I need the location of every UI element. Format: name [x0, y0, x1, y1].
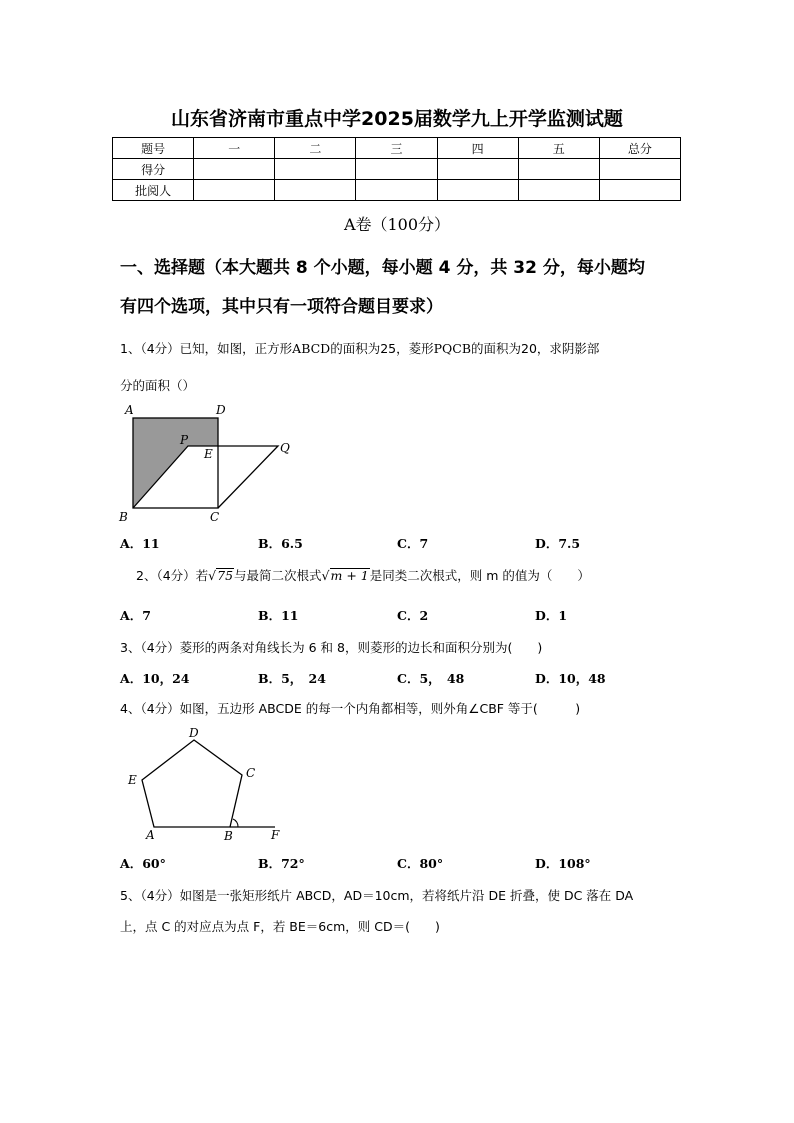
q1-mid: 的面积为25，菱形 [330, 341, 434, 356]
document-title: 山东省济南市重点中学2025届数学九上开学监测试题 [171, 108, 623, 130]
q3-option-a[interactable]: A．10，24 [120, 671, 190, 686]
label-d: D [216, 403, 226, 417]
q4-option-b[interactable]: B．72° [258, 856, 305, 871]
label-b: B [224, 829, 233, 843]
q1-prefix: 1、（4分）已知，如图，正方形 [120, 341, 293, 356]
q2-radicand-1: 75 [217, 568, 234, 583]
table-cell: 批阅人 [113, 180, 194, 201]
q2-option-c[interactable]: C．2 [397, 608, 429, 623]
score-table [112, 137, 681, 201]
q1-option-b[interactable]: B．6.5 [258, 536, 303, 551]
table-cell: 一 [194, 138, 275, 159]
table-cell: 四 [437, 138, 518, 159]
section-heading-line2: 有四个选项，其中只有一项符合题目要求） [120, 297, 443, 317]
question-4-line: 4、（4分）如图，五边形 ABCDE 的每一个内角都相等，则外角∠CBF 等于( ) [120, 701, 581, 716]
reviewer-cell[interactable] [437, 180, 518, 201]
score-cell[interactable] [518, 159, 599, 180]
table-cell: 五 [518, 138, 599, 159]
score-cell[interactable] [356, 159, 437, 180]
q2-end: 是同类二次根式，则 m 的值为（ ） [369, 568, 590, 583]
angle-arc [233, 819, 238, 827]
sqrt-icon: √ [208, 568, 217, 583]
label-f: F [271, 828, 280, 842]
table-cell: 得分 [113, 159, 194, 180]
question-5-line2: 上，点 C 的对应点为点 F，若 BE＝6cm，则 CD＝( ) [120, 919, 440, 934]
table-cell: 总分 [599, 138, 680, 159]
score-cell[interactable] [437, 159, 518, 180]
q1-option-c[interactable]: C．7 [397, 536, 429, 551]
reviewer-cell[interactable] [356, 180, 437, 201]
reviewer-row [113, 180, 681, 201]
reviewer-cell[interactable] [518, 180, 599, 201]
reviewer-cell[interactable] [275, 180, 356, 201]
paper-a-heading: A卷（100分） [343, 215, 451, 234]
table-cell: 题号 [113, 138, 194, 159]
pentagon-abcde [142, 740, 242, 827]
q3-option-b[interactable]: B．5， 24 [258, 671, 326, 686]
table-cell: 二 [275, 138, 356, 159]
q2-mid: 与最简二次根式 [234, 568, 322, 583]
label-b: B [119, 510, 128, 524]
q2-prefix: 2、（4分）若 [136, 568, 209, 583]
score-table-header-row [113, 138, 681, 159]
question-1-line2: 分的面积（） [120, 378, 196, 393]
q2-option-a[interactable]: A．7 [120, 608, 151, 623]
q1-end: 的面积为20，求阴影部 [471, 341, 600, 356]
q1-figure [115, 402, 300, 527]
label-a: A [125, 403, 134, 417]
q1-square-name: ABCD [292, 341, 331, 356]
q2-option-b[interactable]: B．11 [258, 608, 299, 623]
label-q: Q [280, 441, 290, 455]
q2-option-d[interactable]: D．1 [535, 608, 568, 623]
question-3-line: 3、（4分）菱形的两条对角线长为 6 和 8，则菱形的边长和面积分别为( ) [120, 640, 543, 655]
question-2-line [136, 566, 590, 584]
label-d: D [189, 726, 199, 740]
score-cell[interactable] [194, 159, 275, 180]
label-c: C [246, 766, 256, 780]
label-c: C [210, 510, 220, 524]
q3-option-d[interactable]: D．10，48 [535, 671, 606, 686]
q1-option-a[interactable]: A．11 [120, 536, 160, 551]
label-a: A [146, 828, 155, 842]
q4-figure [120, 722, 295, 844]
table-cell: 三 [356, 138, 437, 159]
q1-rhombus-name: PQCB [433, 341, 472, 356]
question-5-line1: 5、（4分）如图是一张矩形纸片 ABCD，AD＝10cm，若将纸片沿 DE 折叠，使 DC 落在 DA [120, 888, 634, 903]
q3-option-c[interactable]: C．5， 48 [397, 671, 465, 686]
label-p: P [180, 433, 189, 447]
label-e: E [128, 773, 137, 787]
q4-option-a[interactable]: A．60° [120, 856, 166, 871]
reviewer-cell[interactable] [194, 180, 275, 201]
reviewer-cell[interactable] [599, 180, 680, 201]
sqrt-icon: √ [321, 568, 330, 583]
score-row [113, 159, 681, 180]
q4-option-c[interactable]: C．80° [397, 856, 444, 871]
score-cell[interactable] [599, 159, 680, 180]
q1-option-d[interactable]: D．7.5 [535, 536, 581, 551]
q4-option-d[interactable]: D．108° [535, 856, 591, 871]
question-1-line1 [120, 339, 599, 357]
label-e: E [204, 447, 213, 461]
q2-radicand-2: m + 1 [330, 568, 369, 583]
score-cell[interactable] [275, 159, 356, 180]
section-heading-line1: 一、选择题（本大题共 8 个小题，每小题 4 分，共 32 分，每小题均 [120, 258, 645, 278]
